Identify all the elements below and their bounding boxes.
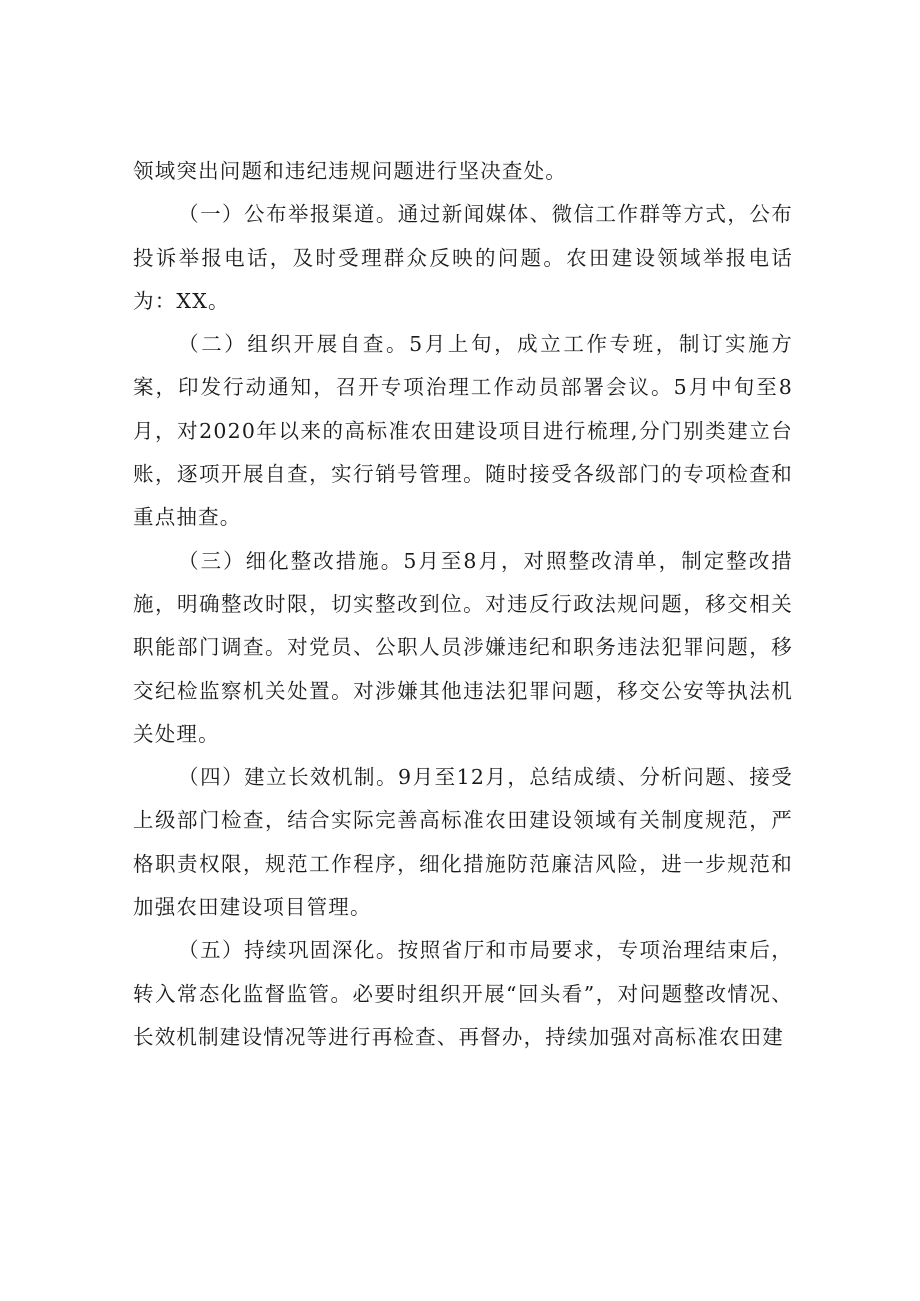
- paragraph-rectification: （三）细化整改措施。5月至8月，对照整改清单，制定整改措施，明确整改时限，切实整改到位。对违反行政法规问题，移交相关职能部门调查。对党员、公职人员涉嫌违纪和职务违法犯罪问题，移交纪检监察机关处置。对涉嫌其他违法犯罪问题，移交公安等执法机关处理。: [133, 548, 793, 746]
- paragraph-continuation: 领域突出问题和违纪违规问题进行坚决查处。: [133, 159, 567, 183]
- paragraph-consolidation: （五）持续巩固深化。按照省厅和市局要求，专项治理结束后，转入常态化监督监管。必要时组织开展“回头看”，对问题整改情况、长效机制建设情况等进行再检查、再督办，持续加强对高标准农田建: [133, 938, 793, 1049]
- paragraph-long-term-mechanism: （四）建立长效机制。9月至12月，总结成绩、分析问题、接受上级部门检查，结合实际完善高标准农田建设领域有关制度规范，严格职责权限，规范工作程序，细化措施防范廉洁风险，进一步规范和加强农田建设项目管理。: [133, 765, 793, 920]
- document-body: [133, 150, 793, 1059]
- paragraph-report-channel: （一）公布举报渠道。通过新闻媒体、微信工作群等方式，公布投诉举报电话，及时受理群众反映的问题。农田建设领域举报电话为：XX。: [133, 202, 793, 313]
- paragraph-self-inspection: （二）组织开展自查。5月上旬，成立工作专班，制订实施方案，印发行动通知，召开专项治理工作动员部署会议。5月中旬至8月，对2020年以来的高标准农田建设项目进行梳理,分门别类建立台账，逐项开展自查，实行销号管理。随时接受各级部门的专项检查和重点抽查。: [133, 332, 793, 530]
